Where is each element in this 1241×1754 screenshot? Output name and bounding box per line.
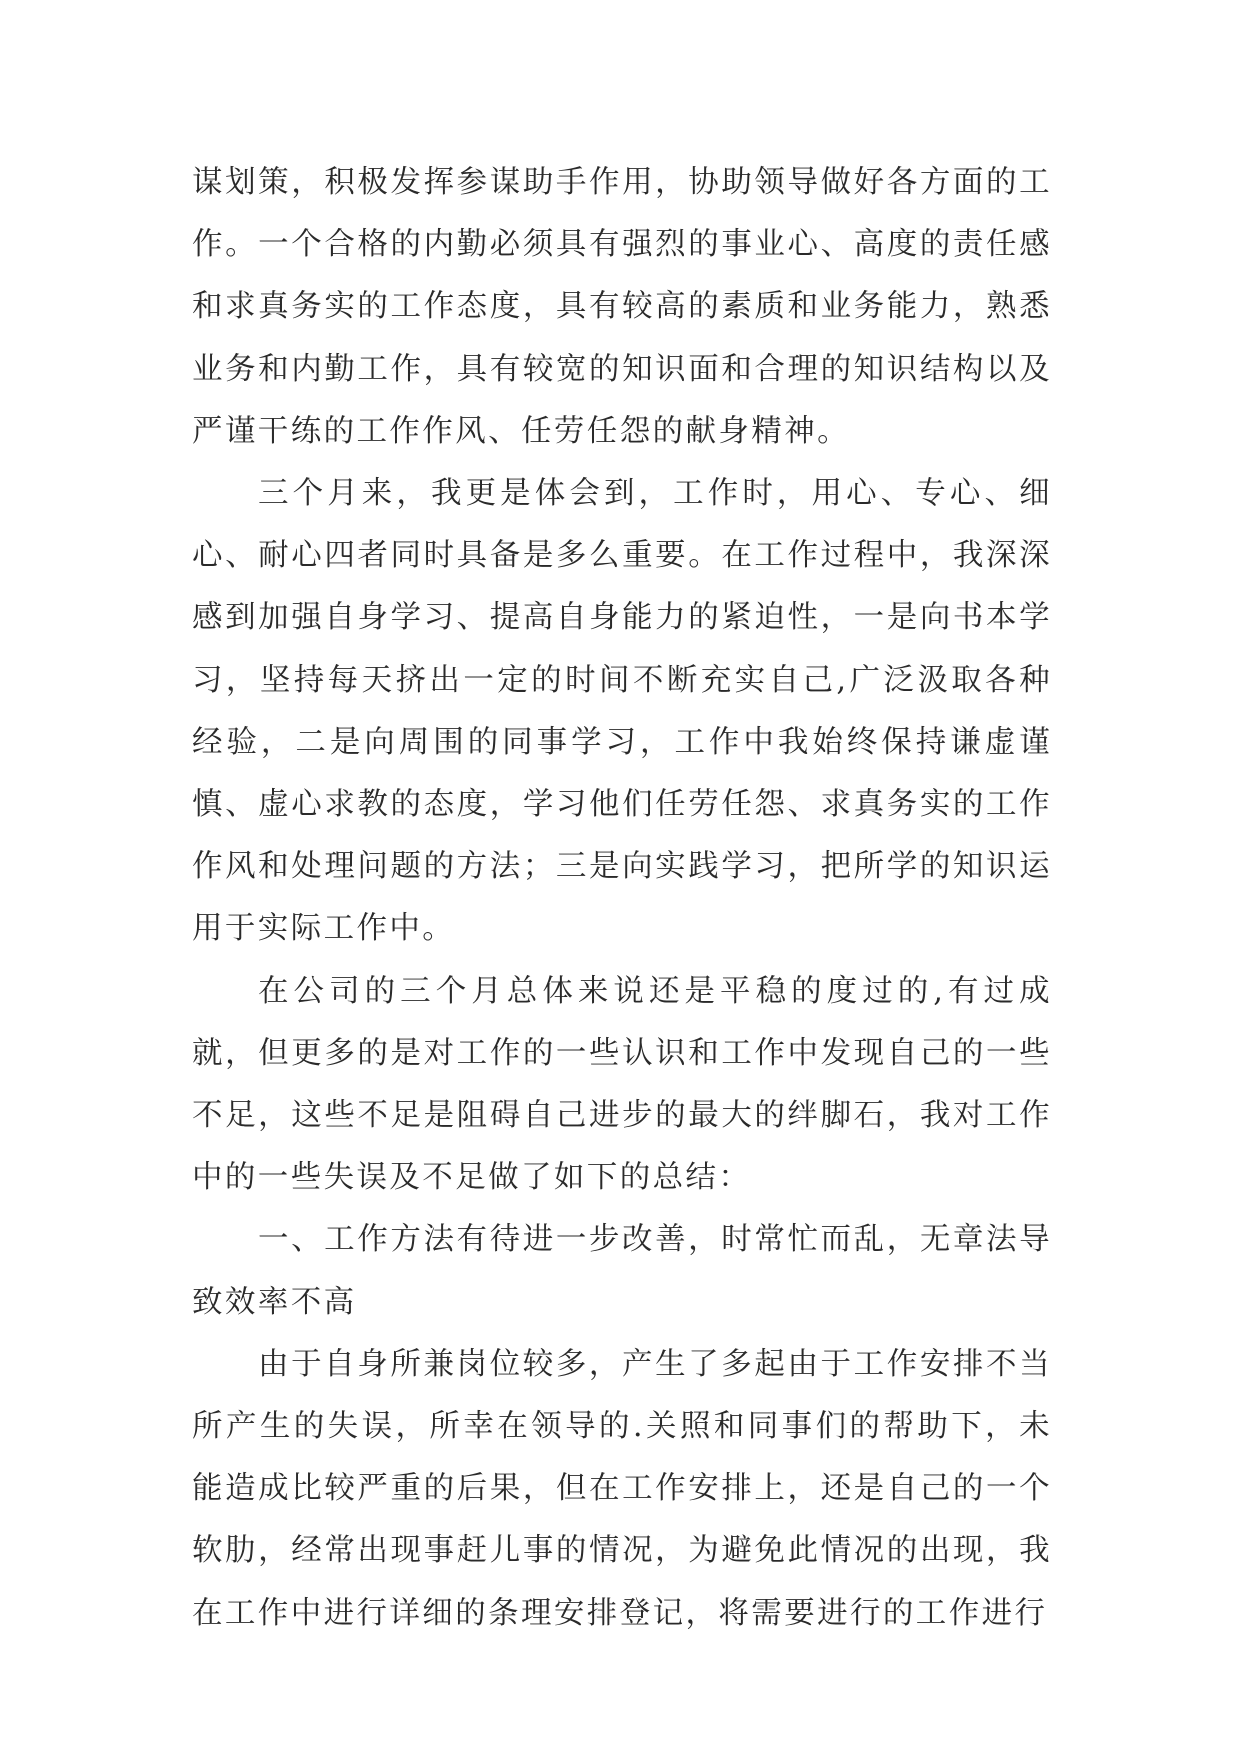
document-body bbox=[192, 152, 1052, 1645]
paragraph-2: 三个月来，我更是体会到，工作时，用心、专心、细心、耐心四者同时具备是多么重要。在工作过程中，我深深感到加强自身学习、提高自身能力的紧迫性，一是向书本学习，坚持每天挤出一定的时间不断充实自己,广泛汲取各种经验，二是向周围的同事学习，工作中我始终保持谦虚谨慎、虚心求教的态度，学习他们任劳任怨、求真务实的工作作风和处理问题的方法；三是向实践学习，把所学的知识运用于实际工作中。 bbox=[192, 476, 1052, 947]
paragraph-3: 在公司的三个月总体来说还是平稳的度过的,有过成就，但更多的是对工作的一些认识和工作中发现自己的一些不足，这些不足是阻碍自己进步的最大的绊脚石，我对工作中的一些失误及不足做了如下的总结： bbox=[192, 973, 1052, 1196]
paragraph-5: 由于自身所兼岗位较多，产生了多起由于工作安排不当所产生的失误，所幸在领导的.关照和同事们的帮助下，未能造成比较严重的后果，但在工作安排上，还是自己的一个软肋，经常出现事赶儿事的情况，为避免此情况的出现，我在工作中进行详细的条理安排登记，将需要进行的工作进行 bbox=[192, 1346, 1052, 1631]
paragraph-4-heading: 一、工作方法有待进一步改善，时常忙而乱，无章法导致效率不高 bbox=[192, 1222, 1052, 1320]
paragraph-1: 谋划策，积极发挥参谋助手作用，协助领导做好各方面的工作。一个合格的内勤必须具有强烈的事业心、高度的责任感和求真务实的工作态度，具有较高的素质和业务能力，熟悉业务和内勤工作，具有较宽的知识面和合理的知识结构以及严谨干练的工作作风、任劳任怨的献身精神。 bbox=[192, 165, 1052, 449]
